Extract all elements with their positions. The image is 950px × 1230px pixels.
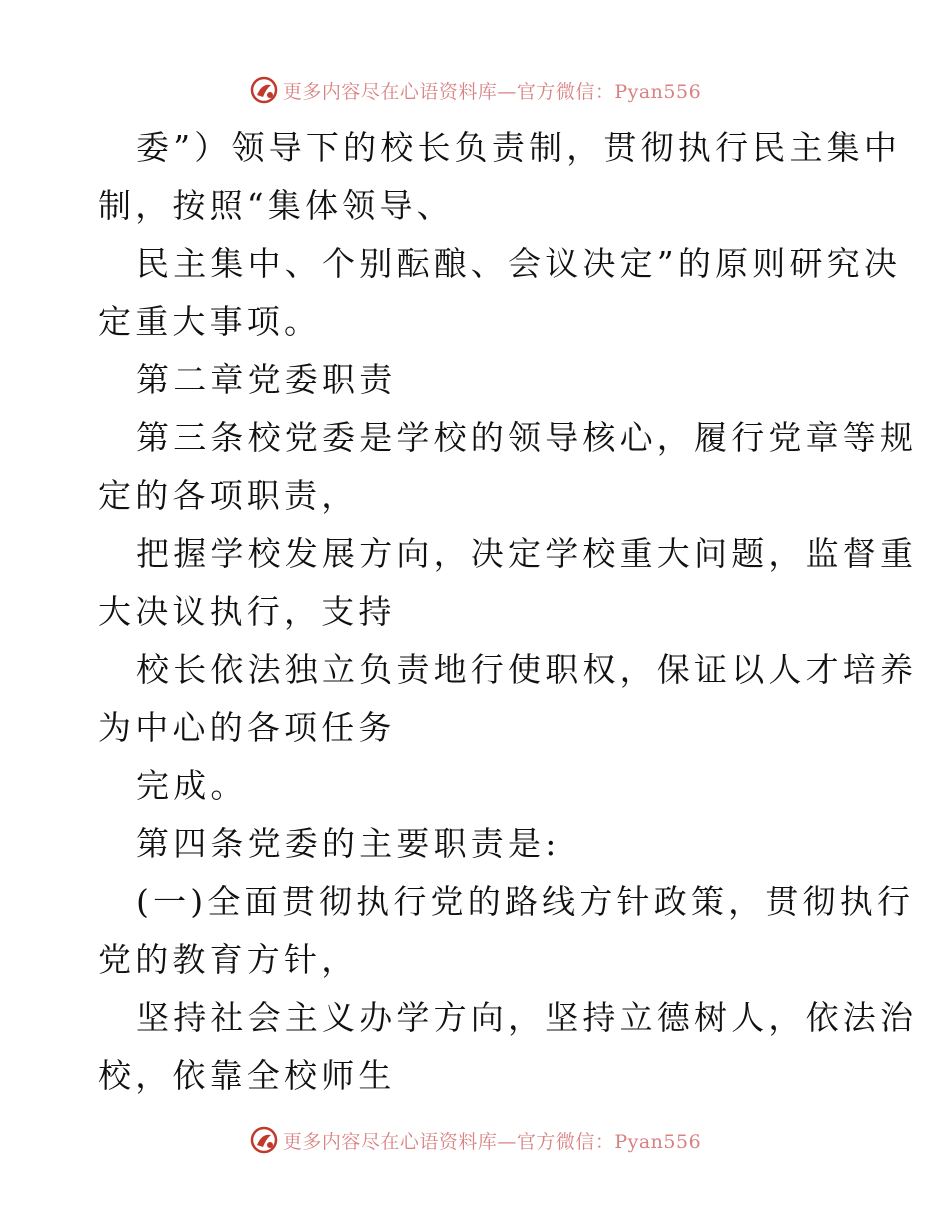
paragraph-line: (一)全面贯彻执行党的路线方针政策，贯彻执行: [136, 882, 915, 921]
paragraph-line: 第四条党委的主要职责是:: [136, 824, 561, 863]
chapter-heading: 第二章党委职责: [136, 360, 397, 399]
logo-icon: [249, 75, 279, 105]
paragraph-line: 民主集中、个别酝酿、会议决定”的原则研究决: [136, 244, 902, 283]
watermark-inner: [249, 1125, 701, 1155]
watermark-text: 更多内容尽在心语资料库—官方微信：Pyan556: [282, 80, 702, 103]
paragraph-line: 完成。: [136, 766, 248, 805]
watermark-inner: [249, 75, 701, 105]
paragraph-line: 坚持社会主义办学方向，坚持立德树人，依法治: [136, 998, 918, 1037]
paragraph-line: 第三条校党委是学校的领导核心，履行党章等规: [136, 418, 918, 457]
paragraph-line: 定重大事项。: [98, 302, 322, 341]
watermark-text: 更多内容尽在心语资料库—官方微信：Pyan556: [282, 1130, 702, 1153]
paragraph-line: 大决议执行，支持: [98, 592, 396, 631]
paragraph-line: 党的教育方针，: [98, 940, 359, 979]
paragraph-line: 校，依靠全校师生: [98, 1056, 396, 1095]
paragraph-line: 校长依法独立负责地行使职权，保证以人才培养: [136, 650, 918, 689]
header-watermark: [0, 70, 950, 110]
paragraph-line: 为中心的各项任务: [98, 708, 396, 747]
paragraph-line: 委”）领导下的校长负责制，贯彻执行民主集中: [136, 128, 902, 167]
paragraph-line: 把握学校发展方向，决定学校重大问题，监督重: [136, 534, 918, 573]
logo-icon: [249, 1125, 279, 1155]
footer-watermark: [0, 1120, 950, 1160]
paragraph-line: 定的各项职责，: [98, 476, 359, 515]
paragraph-line: 制，按照“集体领导、: [98, 186, 454, 225]
